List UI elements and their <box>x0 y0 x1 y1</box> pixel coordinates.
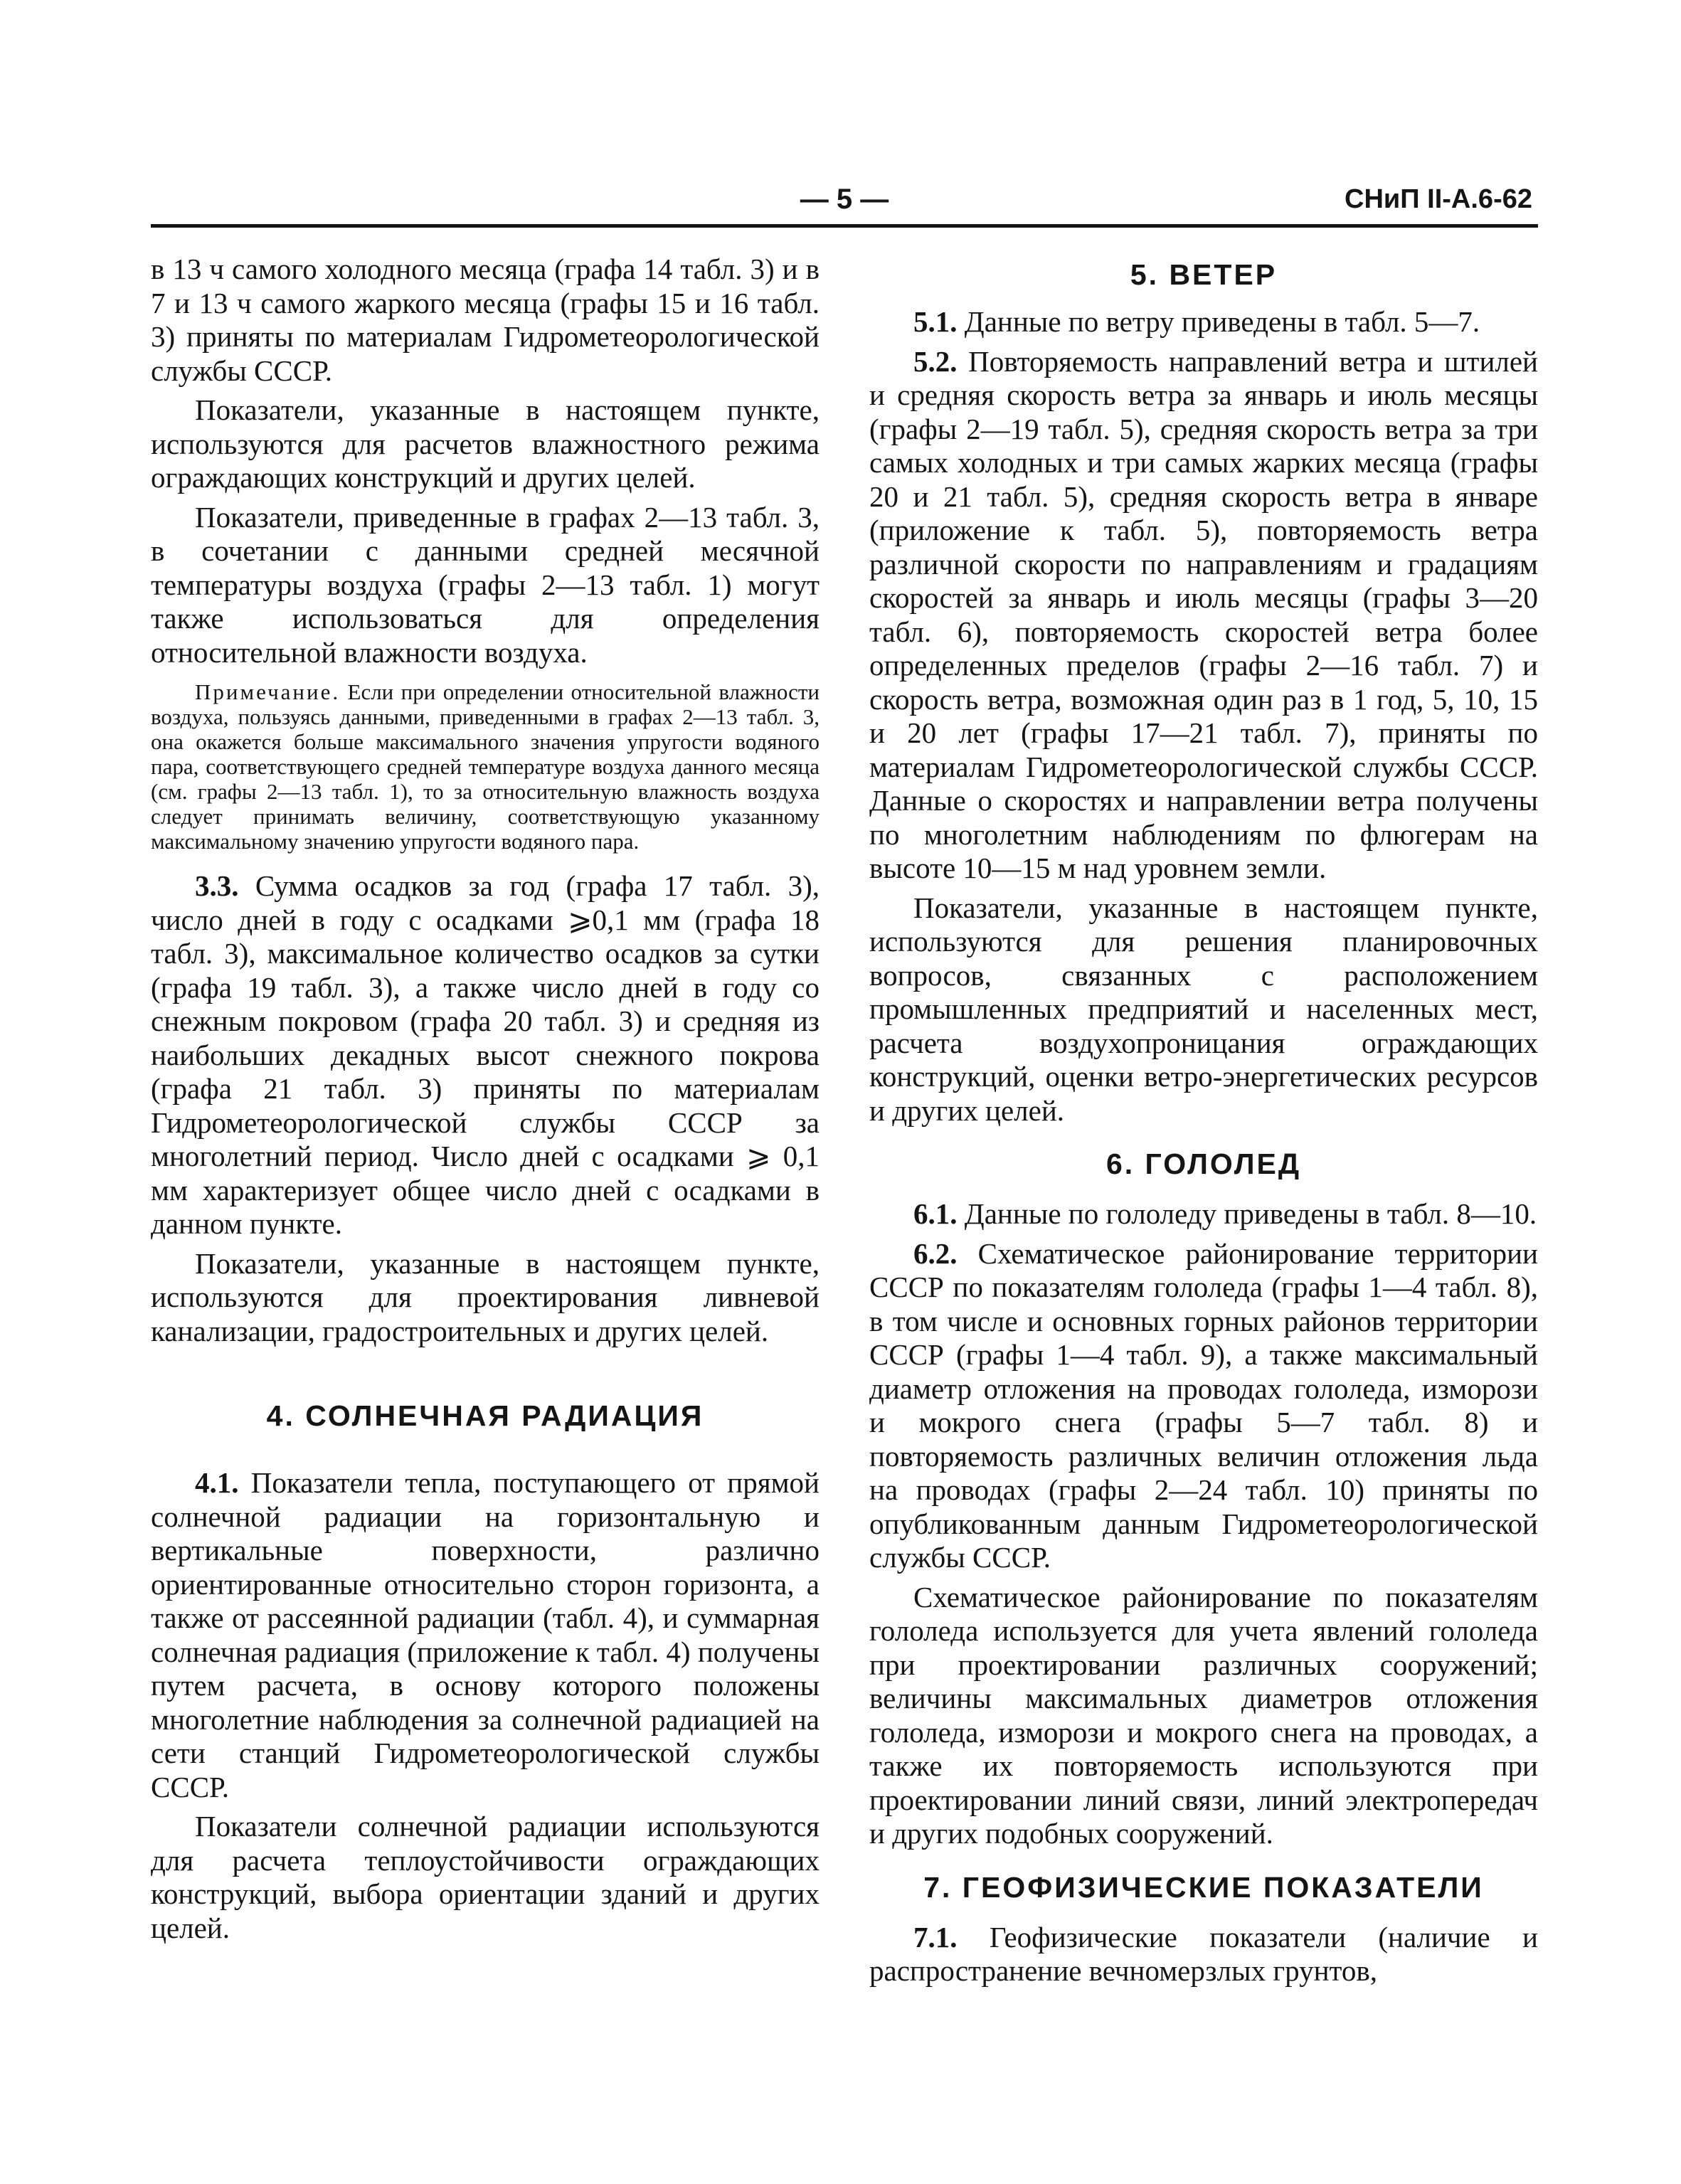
clause-number: 3.3. <box>195 869 239 902</box>
section-6-2 <box>869 1237 1538 1575</box>
right-column <box>869 253 1538 1994</box>
clause-number: 4.1. <box>195 1466 239 1499</box>
paragraph: Показатели солнечной радиации используются для расчета теплоустойчивости ограждающих конструкций, выбора ориентации зданий и других целей. <box>151 1810 820 1944</box>
paragraph: Схематическое районирование по показателям гололеда используется для учета явлений гололеда при проектировании различных сооружений; величины максимальных диаметров отложения гололеда, изморози и мокрого снега на проводах, а также их повторяемость используются при проектировании линий связи, линий электропередач и других подобных сооружений. <box>869 1580 1538 1850</box>
clause-text: Повторяемость направлений ветра и штилей и средняя скорость ветра за январь и июль месяцы (графы 2—19 табл. 5), средняя скорость ветра за три самых холодных и три самых жарких месяца (графы 20 и 21 табл. 5), средняя скорость ветра в январе (приложение к табл. 5), повторяемость ветра различной скорости по направлениям и градациям скоростей за январь и июль месяцы (графы 3—20 табл. 6), повторяемость скоростей ветра более определенных пределов (графы 2—16 табл. 7) и скорость ветра, возможная один раз в 1 год, 5, 10, 15 и 20 лет (графы 17—21 табл. 7), приняты по материалам Гидрометеорологической службы СССР. Данные о скоростях и направлении ветра получены по многолетним наблюдениям по флюгерам на высоте 10—15 м над уровнем земли. <box>869 344 1538 884</box>
section-5-1 <box>869 305 1538 339</box>
note-text: Если при определении относительной влажности воздуха, пользуясь данными, приведенными в графах 2—13 табл. 3, она окажется больше максимального значения упругости водяного пара, соответствующего средней температуре воздуха данного месяца (см. графы 2—13 табл. 1), то за относительную влажность воздуха следует принимать величину, соответствующую указанному максимальному значению упругости водяного пара. <box>151 679 820 854</box>
note <box>151 679 820 854</box>
clause-text: Показатели тепла, поступающего от прямой солнечной радиации на горизонтальную и вертикальные поверхности, различно ориентированные относительно сторон горизонта, а также от рассеянной радиации (табл. 4), и суммарная солнечная радиация (приложение к табл. 4) получены путем расчета, в основу которого положены многолетние наблюдения за солнечной радиацией на сети станций Гидрометеорологической службы СССР. <box>151 1466 820 1803</box>
note-label: Примечание. <box>195 679 341 704</box>
paragraph: Показатели, указанные в настоящем пункте, используются для расчетов влажностного режима ограждающих конструкций и других целей. <box>151 393 820 494</box>
clause-text: Сумма осадков за год (графа 17 табл. 3), число дней в году с осадками ⩾0,1 мм (графа 18 табл. 3), максимальное количество осадков за сутки (графа 19 табл. 3), а также число дней в году со снежным покровом (графа 20 табл. 3) и средняя из наибольших декадных высот снежного покрова (графа 21 табл. 3) приняты по материалам Гидрометеорологической службы СССР за многолетний период. Число дней с осадками ⩾ 0,1 мм характеризует общее число дней с осадками в данном пункте. <box>151 869 820 1240</box>
clause-text: Данные по ветру приведены в табл. 5—7. <box>957 305 1480 338</box>
page-number: — 5 — <box>800 184 889 215</box>
section-4-1 <box>151 1466 820 1804</box>
section-5-2 <box>869 345 1538 886</box>
document-code: СНиП II-А.6-62 <box>1345 184 1532 214</box>
section-7-1 <box>869 1921 1538 1988</box>
clause-text: Геофизические показатели (наличие и распространение вечномерзлых грунтов, <box>869 1920 1538 1987</box>
left-column <box>151 253 820 1951</box>
clause-number: 7.1. <box>913 1920 958 1954</box>
clause-number: 6.2. <box>913 1236 958 1270</box>
paragraph: Показатели, указанные в настоящем пункте, используются для проектирования ливневой канализации, градостроительных и других целей. <box>151 1246 820 1347</box>
section-heading-solar-radiation: 4. СОЛНЕЧНАЯ РАДИАЦИЯ <box>266 1399 704 1432</box>
clause-number: 5.1. <box>913 305 958 338</box>
clause-text: Схематическое районирование территории СССР по показателям гололеда (графы 1—4 табл. 8), в том числе и основных горных районов территории СССР (графы 1—4 табл. 9), а также максимальный диаметр отложения на проводах гололеда, изморози и мокрого снега (графы 5—7 табл. 8) и повторяемость различных величин отложения льда на проводах (графы 2—24 табл. 10) приняты по опубликованным данным Гидрометеорологической службы СССР. <box>869 1236 1538 1574</box>
section-3-3 <box>151 869 820 1241</box>
paragraph: Показатели, указанные в настоящем пункте, используются для решения планировочных вопросов, связанных с расположением промышленных предприятий и населенных мест, расчета воздухопроницания ограждающих конструкций, оценки ветро-энергетических ресурсов и других целей. <box>869 891 1538 1127</box>
paragraph: Показатели, приведенные в графах 2—13 табл. 3, в сочетании с данными средней месячной температуры воздуха (графы 2—13 табл. 1) могут также использоваться для определения относительной влажности воздуха. <box>151 500 820 669</box>
paragraph-continuation: в 13 ч самого холодного месяца (графа 14 табл. 3) и в 7 и 13 ч самого жаркого месяца (графы 15 и 16 табл. 3) приняты по материалам Гидрометеорологической службы СССР. <box>151 253 820 387</box>
section-heading-ice: 6. ГОЛОЛЕД <box>1105 1147 1302 1180</box>
clause-number: 6.1. <box>913 1197 958 1230</box>
page-header <box>151 178 1538 221</box>
clause-text: Данные по гололеду приведены в табл. 8—10. <box>957 1197 1537 1230</box>
clause-number: 5.2. <box>913 344 958 378</box>
header-rule <box>151 224 1538 228</box>
section-heading-wind: 5. ВЕТЕР <box>1130 258 1278 291</box>
section-heading-geophysical: 7. ГЕОФИЗИЧЕСКИЕ ПОКАЗАТЕЛИ <box>923 1870 1484 1904</box>
section-6-1 <box>869 1197 1538 1231</box>
